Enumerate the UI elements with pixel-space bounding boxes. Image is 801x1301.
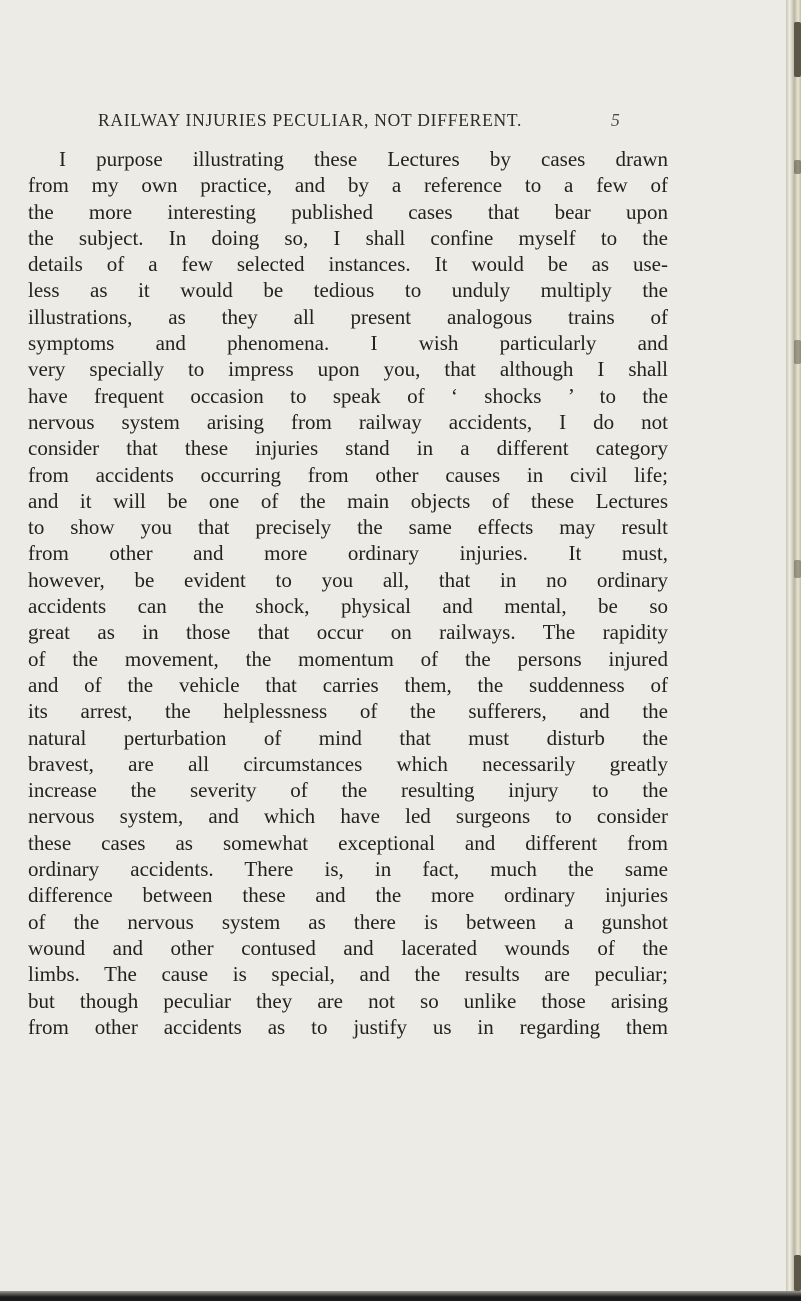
page-edge-binding — [786, 0, 801, 1301]
text-line: accidents can the shock, physical and mental, be so — [28, 594, 668, 619]
text-line: I purpose illustrating these Lectures by cases drawn — [59, 147, 668, 171]
text-line: the more interesting published cases that bear upon — [28, 199, 668, 224]
text-line: illustrations, as they all present analogous trains of — [28, 304, 668, 329]
text-line: the subject. In doing so, I shall confine myself to the — [28, 225, 668, 250]
text-line: nervous system, and which have led surgeons to consider — [28, 804, 668, 829]
text-line: and it will be one of the main objects of these Lectures — [28, 488, 668, 513]
text-line: less as it would be tedious to unduly multiply the — [28, 278, 668, 303]
text-line: to show you that precisely the same effects may result — [28, 515, 668, 540]
bottom-page-shadow — [0, 1291, 801, 1301]
text-line: these cases as somewhat exceptional and different from — [28, 830, 668, 855]
text-line: bravest, are all circumstances which necessarily greatly — [28, 751, 668, 776]
text-line: nervous system arising from railway accidents, I do not — [28, 409, 668, 434]
text-line: however, be evident to you all, that in no ordinary — [28, 567, 668, 592]
page-edge-mark — [794, 1255, 801, 1291]
text-line: wound and other contused and lacerated wounds of the — [28, 935, 668, 960]
page-edge-mark — [794, 560, 801, 578]
page-edge-mark — [794, 22, 801, 77]
text-line: ordinary accidents. There is, in fact, much the same — [28, 857, 668, 882]
body-paragraph — [28, 146, 668, 1040]
page-edge-mark — [794, 340, 801, 364]
text-line: difference between these and the more ordinary injuries — [28, 883, 668, 908]
text-line: from other and more ordinary injuries. It must, — [28, 541, 668, 566]
text-line: and of the vehicle that carries them, the suddenness of — [28, 672, 668, 697]
text-line: have frequent occasion to speak of ‘ shocks ’ to the — [28, 383, 668, 408]
text-line: symptoms and phenomena. I wish particularly and — [28, 331, 668, 356]
page-edge-mark — [794, 160, 801, 174]
text-line: from my own practice, and by a reference to a few of — [28, 173, 668, 198]
text-line: limbs. The cause is special, and the results are peculiar; — [28, 962, 668, 987]
text-line: of the movement, the momentum of the persons injured — [28, 646, 668, 671]
text-line: but though peculiar they are not so unlike those arising — [28, 988, 668, 1013]
running-head-title: RAILWAY INJURIES PECULIAR, NOT DIFFERENT. — [98, 110, 523, 130]
text-line: consider that these injuries stand in a different category — [28, 436, 668, 461]
text-line: from accidents occurring from other causes in civil life; — [28, 462, 668, 487]
text-line: very specially to impress upon you, that although I shall — [28, 357, 668, 382]
text-line: natural perturbation of mind that must disturb the — [28, 725, 668, 750]
text-line: great as in those that occur on railways. The rapidity — [28, 620, 668, 645]
text-line: increase the severity of the resulting injury to the — [28, 778, 668, 803]
page-number: 5 — [611, 110, 621, 130]
text-line: of the nervous system as there is between a gunshot — [28, 909, 668, 934]
text-line: from other accidents as to justify us in regarding them — [28, 1014, 668, 1039]
text-line: details of a few selected instances. It would be as use- — [28, 252, 668, 277]
text-line: its arrest, the helplessness of the sufferers, and the — [28, 699, 668, 724]
